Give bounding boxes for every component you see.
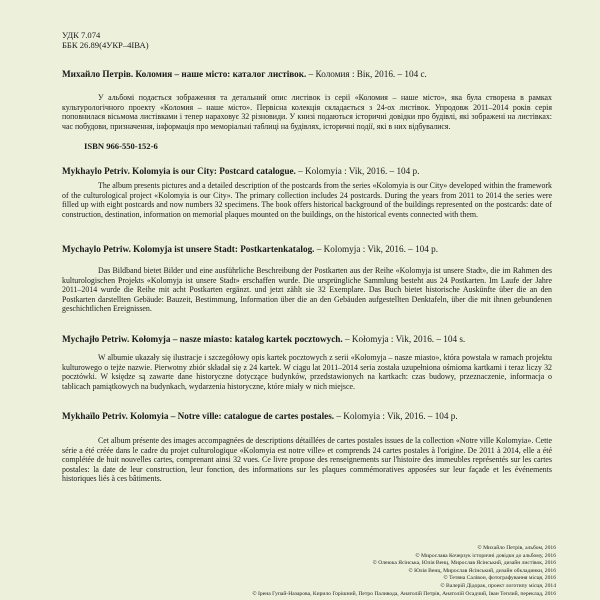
entry-abstract-en: The album presents pictures and a detailed description of the postcards from the series «Kolomyia is our City» developed within the framework of the culturological project «Kolomyia is our City». The primary collection includes 24 postcards. During the years from 2011 to 2014 the series were filled up with eight postcards and now numbers 32 specimens. The book offers historical background of the buildings represented on the postcards: date of construction, destination, information on memorial plaques mounted on the buildings, on the historical events connected with them. xyxy=(62,181,552,219)
credit-line: © Юлія Венц, Мирослав Ясінський, дизайн обкладинки, 2016 xyxy=(408,567,556,574)
entry-title-en xyxy=(62,166,562,177)
entry-imprint: – Kolomyja : Vik, 2016. – 104 p. xyxy=(314,244,439,254)
entry-imprint: – Kołomyja : Vik, 2016. – 104 s. xyxy=(342,334,466,344)
classification-block xyxy=(62,30,149,50)
entry-heading: Mychajło Petriw. Kołomyja – nasze miasto: katalog kartek pocztowych. xyxy=(62,334,343,344)
entry-abstract-de: Das Bildband bietet Bilder und eine ausführliche Beschreibung der Postkarten aus der Reihe «Kolomyja ist unsere Stadt», die im Rahmen des kulturologischen Projekts «Kolomyja ist unsere Stadt» erschaffen wurde. Die ursprüngliche Sammlung besteht aus 24 Postkarten. Im Laufe der Jahre 2011–2014 wurde die Reihe mit acht Postkarten ergänzt. und jetzt zählt sie 32 Exemplare. Das Buch bietet historische Auskünfte über die an den Postkarten darstellten Gebäude: Bauzeit, Bestimmung, Information über die an den Gebäuden aufgestellten Denktafeln, über die mit ihnen gebundenen geschichtlichen Ereignissen. xyxy=(62,266,552,314)
entry-title-fr xyxy=(62,411,562,422)
credit-line: © Валерій Дідорак, проект логотипу місця, 2014 xyxy=(440,582,556,589)
entry-heading: Mykhaylo Petriv. Kolomyia is our City: Postcard catalogue. xyxy=(62,166,296,176)
udk-code: УДК 7.074 xyxy=(62,30,101,40)
entry-abstract-uk: У альбомі подається зображення та детальний опис листівок із серії «Коломия – наше місто», яка була створена в рамках культурологічного проекту «Коломия – наше місто». Первісна колекція складається з 24-ох листівок. Упродовж 2011–2014 років серія поповнилася вісьмома листівками і тепер нараховує 32 різновиди. У книзі подаються історичні довідки про будівлі, які зображені на листівках: час побудови, призначення, інформація про меморіальні таблиці на будівлях, історичні події, які в них відбувалися. xyxy=(62,93,552,131)
entry-abstract-pl: W albumie ukazały się ilustracje i szczegółowy opis kartek pocztowych z serii «Kołomyja – nasze miasto», która powstała w ramach projektu kulturowego o tejże nazwie. Pierwotny zbiór składał się z 24 kartek. W ciągu lat 2011–2014 seria została uzupełniona ośmioma kartkami i teraz liczy 32 pocztówki. W księdze są zawarte dane historyczne dotyczące budynków, przedstawionych na kartkach: czas budowy, przeznaczenie, informacja o tablicach pamiątkowych na budynkach, wydarzenia historyczne, które miały w nich miejsce. xyxy=(62,353,552,391)
entry-title-uk xyxy=(62,69,562,80)
isbn: ISBN 966-550-152-6 xyxy=(84,141,158,151)
entry-heading: Михайло Петрів. Коломия – наше місто: каталог листівок. xyxy=(62,69,307,79)
copyright-credits xyxy=(36,545,556,598)
entry-abstract-fr: Cet album présente des images accompagnées de descriptions détaillées de cartes postales issues de la collection «Notre ville Kolomyia». Cette série a été créée dans le cadre du projet culturologique «Kolomyia est notre ville» et comprends 24 cartes postales à l'origine. De 2011 à 2014, elle a été complétée de huit nouvelles cartes, comprenant ainsi 32 vues. Ce livre propose des renseignements sur l'histoire des immeubles représentés sur les cartes postales: la date de leur construction, leur fonction, des informations sur les plaques commémoratives apposées sur leur façade et les événements historiques liés à ces bâtiments. xyxy=(62,436,552,484)
entry-imprint: – Kolomyia : Vik, 2016. – 104 p. xyxy=(295,166,420,176)
credit-line: © Ірена Гупай-Назарова, Кирило Горішний, Петро Паливода, Анатолій Петрів, Анатолій Осадчий, Іван Теплий, переклад, 2016 xyxy=(252,590,556,597)
entry-title-de xyxy=(62,244,562,255)
credit-line: © Тетяна Салівон, фотографування місця, 2016 xyxy=(443,575,556,582)
entry-heading: Mychaylo Petriw. Kolomyja ist unsere Stadt: Postkartenkatalog. xyxy=(62,244,315,254)
entry-heading: Mykhaïlo Petriv. Kolomyia – Notre ville: catalogue de cartes postales. xyxy=(62,411,335,421)
bbk-code: ББК 26.89(4УКР–4ІВА) xyxy=(62,40,149,50)
credit-line: © Олеюка Ясінська, Юлія Венц, Мирослав Ясінський, дизайн листівок, 2016 xyxy=(372,560,556,567)
entry-imprint: – Коломия : Вік, 2016. – 104 с. xyxy=(306,69,427,79)
credit-line: © Михайло Петрів, альбом, 2016 xyxy=(477,545,556,551)
credit-line: © Мирослава Кочерзук історичні довідки до альбому, 2016 xyxy=(415,552,556,559)
entry-imprint: – Kolomyia : Vik, 2016. – 104 p. xyxy=(334,411,458,421)
entry-title-pl xyxy=(62,334,562,345)
